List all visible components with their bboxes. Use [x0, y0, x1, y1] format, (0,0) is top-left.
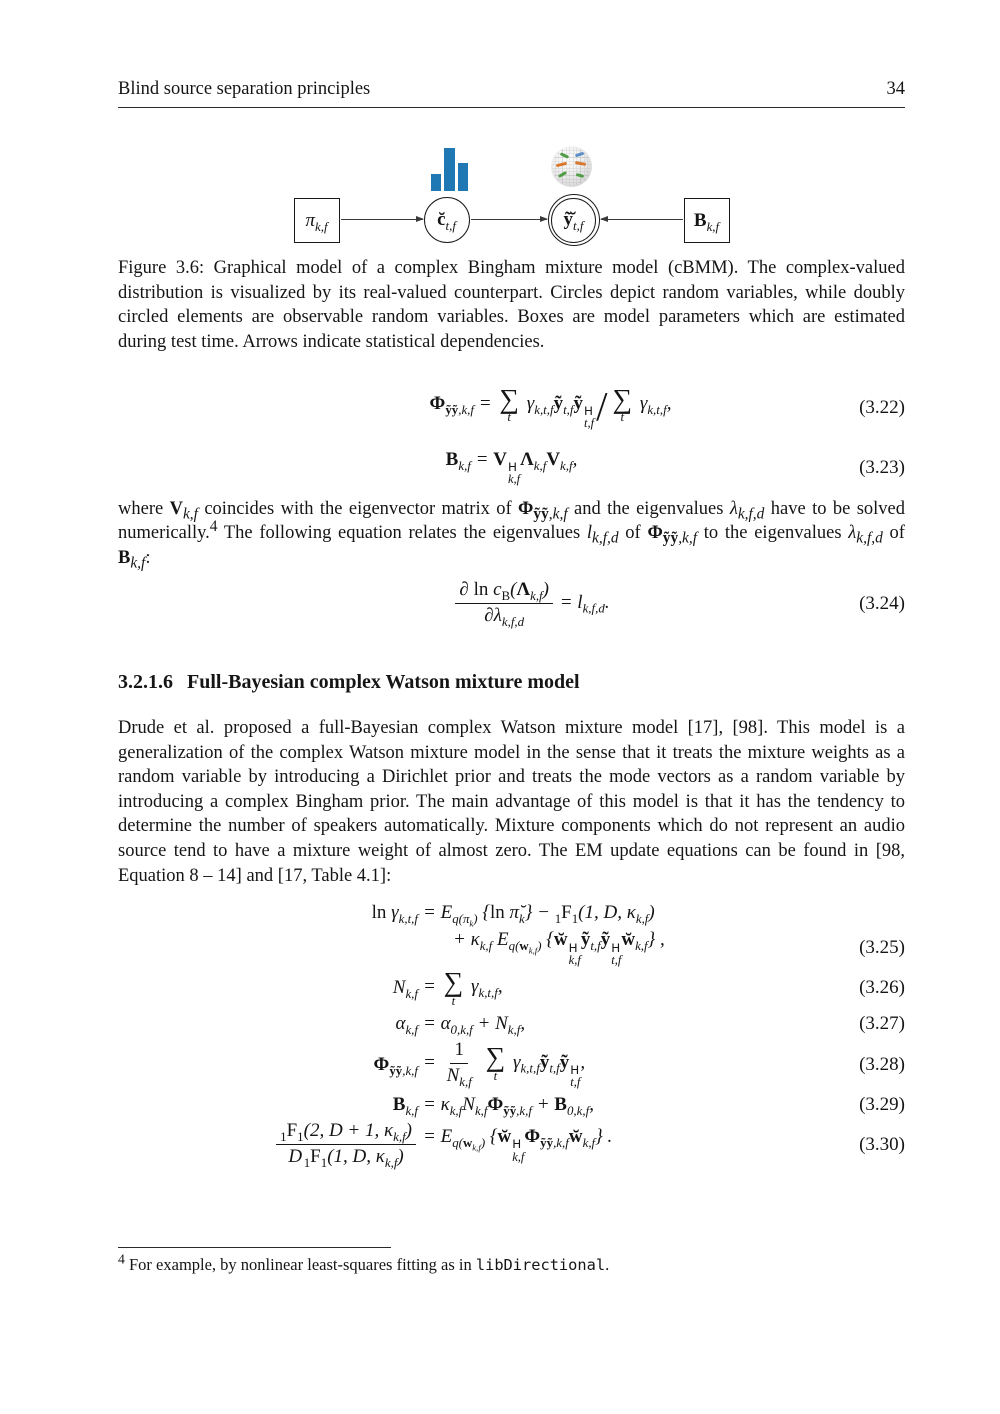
equation-number: (3.24) [859, 592, 905, 614]
section-title: Full-Bayesian complex Watson mixture model [187, 671, 580, 694]
running-header [118, 0, 905, 100]
equation-3-27: $\alpha_{k,f}$ = $\alpha_{0,k,f} + N_{k,f}$, (3.27) [395, 1012, 905, 1037]
paragraph-eigenvalues: where $V_{k,f}$ coincides with the eigenvector matrix of $\Phi_{ỹỹ,k,f}$ and the eigenvalues $\lambda_{k,f,d}$ have to be solved numerically.$^4$ The following equation relates the eigenvalues $l_{k,f,d}$ of $\Phi_{ỹỹ,k,f}$ to the eigenvalues $\lambda_{k,f,d}$ of $B_{k,f}$: [118, 498, 905, 572]
equation-body: $\Phi_{ỹỹ,k,f}$ = ∑ t $\gamma_{k,t,f}ỹ_{t,f}ỹ$ H t,f / ∑ t $\gamma_{k,t,f}$, [429, 382, 672, 431]
equation-number: (3.27) [859, 1012, 905, 1034]
equation-3-25-line1: $\ln \gamma_{k,t,f}$ = $E_{q(\pi_k)}$ {ln $\pĭ_k\} - _1F_1(1$, D, $\kappa_{k,f}$) [371, 902, 655, 929]
equation-number: (3.29) [859, 1094, 905, 1116]
node-b-label: $B_{k,f}$ [693, 209, 720, 234]
equation-3-26: $N_{k,f}$ = ∑ t $\gamma_{k,t,f}$, (3.26) [392, 966, 905, 1008]
equation-number: (3.28) [859, 1053, 905, 1075]
node-pi-box [294, 198, 340, 243]
header-rule [118, 107, 905, 108]
figure-caption: Figure 3.6: Graphical model of a complex Bingham mixture model (cBMM). The complex-valued distribution is visualized by its real-valued counterpart. Circles depict random variables, while doubly circled elements are observable random variables. Boxes are model parameters which are estimated during test time. Arrows indicate statistical dependencies. [118, 258, 905, 352]
sphere-scatter-icon [551, 146, 592, 187]
equation-number: (3.30) [859, 1133, 905, 1155]
equation-3-22 [118, 382, 905, 431]
bar-chart-icon [431, 148, 468, 191]
equation-3-25-line2: + $\kappa_{k,f}$ $E_{q(w_{k,f})}$ {w̆ H k,f ỹ$_{t,f}$ỹ H t,f $w̆_{k,f}$} , (3.25) [453, 929, 905, 968]
paragraph-drude: Drude et al. proposed a full-Bayesian complex Watson mixture model [17], [98]. This model is a generalization of the complex Watson mixture model in the sense that it treats the mixture weights as a random variable by introducing a Dirichlet prior and treats the mode vectors as a random variable by introducing a complex Bingham prior. The main advantage of this model is that it has the tendency to determine the number of speakers automatically. Mixture components which do not represent an audio source tend to have a mixture weight of almost zero. The EM update equations can be found in [98, Equation 8 – 14] and [17, Table 4.1]: [118, 718, 905, 886]
footnote [118, 1247, 905, 1275]
equation-body: $\frac{\partial \ln c_B(\Lambda_{k,f})}{\partial\lambda_{k,f,d}}$ = $l_{k,f,d}$. [453, 580, 609, 627]
node-pi-label: $\pi_{k,f}$ [305, 209, 328, 234]
equation-number: (3.23) [859, 456, 905, 478]
node-b-box [684, 198, 730, 243]
em-update-equations [118, 898, 905, 1171]
equation-3-28: $\Phi_{ỹỹ,k,f}$ = $\frac{1}{N_{k,f}}$ ∑ t $\gamma_{k,t,f}ỹ_{t,f}ỹ$ H t,f , (3.28) [373, 1038, 905, 1090]
footnote-text: $^4$ For example, by nonlinear least-squares fitting as in libDirectional. [118, 1251, 610, 1274]
equation-number: (3.26) [859, 976, 905, 998]
equation-3-29: $B_{k,f}$ = $\kappa_{k,f}N_{k,f}\Phi_{ỹỹ,k,f} + B_{0,k,f}$, (3.29) [392, 1094, 905, 1119]
page-number: 34 [886, 79, 905, 99]
equation-number: (3.25) [859, 937, 905, 959]
section-number: 3.2.1.6 [118, 671, 173, 694]
figure-diagram [294, 145, 730, 245]
node-y-double-circle [548, 194, 600, 246]
equation-3-23 [118, 449, 905, 487]
page-content [118, 0, 905, 1169]
node-c-circle [424, 197, 470, 243]
arrow-left-icon [601, 219, 683, 220]
footnote-rule [118, 1247, 391, 1248]
node-c-label: $c̆_{t,f}$ [437, 209, 456, 233]
equation-body: $B_{k,f} = V$ H k,f $\Lambda_{k,f}V_{k,f}$, [445, 448, 578, 487]
node-y-label: $ỹ̆_{t,f}$ [563, 209, 584, 233]
arrow-right-icon [471, 219, 547, 220]
equation-3-30: $\frac{_1F_1(2, D + 1, \kappa_{k,f})}{D _1F_1(1, D, \kappa_{k,f})}$ = $E_{q(w_{k,f})}$ {w̆ H k,f $\Phi_{ỹỹ,k,f}w̆_{k,f}$} . (3.30) [118, 1121, 905, 1168]
section-heading [118, 671, 905, 694]
arrow-right-icon [341, 219, 423, 220]
header-title: Blind source separation principles [118, 79, 371, 99]
equation-number: (3.22) [859, 396, 905, 418]
equation-3-24 [118, 580, 905, 627]
